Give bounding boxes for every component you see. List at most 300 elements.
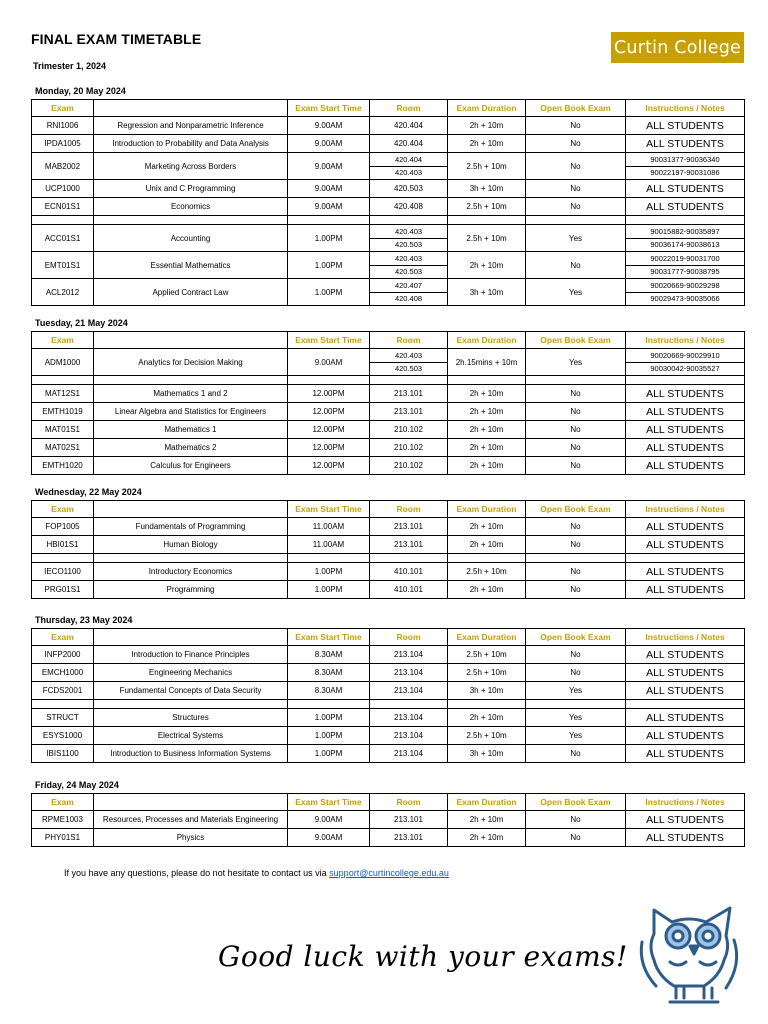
column-header-course-name <box>94 332 288 349</box>
room: 210.102 <box>370 457 448 475</box>
open-book-exam: No <box>526 180 626 198</box>
day-heading: Friday, 24 May 2024 <box>35 780 119 790</box>
exam-code: ESYS1000 <box>32 727 94 745</box>
empty-cell <box>448 700 526 709</box>
spacer-row <box>32 376 745 385</box>
column-header-course-name <box>94 100 288 117</box>
empty-cell <box>626 216 745 225</box>
empty-cell <box>626 554 745 563</box>
instructions-notes: ALL STUDENTS <box>626 180 745 198</box>
column-header-exam: Exam <box>32 332 94 349</box>
room: 420.403 <box>370 252 448 266</box>
room: 213.104 <box>370 745 448 763</box>
empty-cell <box>526 376 626 385</box>
open-book-exam: Yes <box>526 279 626 306</box>
day-table <box>31 331 745 475</box>
table-row <box>32 403 745 421</box>
instructions-notes: ALL STUDENTS <box>626 563 745 581</box>
room: 420.407 <box>370 279 448 293</box>
exam-code: MAT01S1 <box>32 421 94 439</box>
exam-start-time: 1.00PM <box>288 225 370 252</box>
course-name: Introduction to Finance Principles <box>94 646 288 664</box>
table-row <box>32 581 745 599</box>
column-header-exam-start-time: Exam Start Time <box>288 332 370 349</box>
column-header-instructions-notes: Instructions / Notes <box>626 100 745 117</box>
open-book-exam: No <box>526 518 626 536</box>
open-book-exam: No <box>526 385 626 403</box>
exam-code: RNI1006 <box>32 117 94 135</box>
instructions-notes: ALL STUDENTS <box>626 457 745 475</box>
instructions-notes: ALL STUDENTS <box>626 745 745 763</box>
column-header-instructions-notes: Instructions / Notes <box>626 794 745 811</box>
empty-cell <box>288 554 370 563</box>
open-book-exam: Yes <box>526 709 626 727</box>
exam-code: MAT02S1 <box>32 439 94 457</box>
exam-start-time: 9.00AM <box>288 117 370 135</box>
exam-start-time: 1.00PM <box>288 745 370 763</box>
column-header-open-book-exam: Open Book Exam <box>526 332 626 349</box>
course-name: Essential Mathematics <box>94 252 288 279</box>
empty-cell <box>626 700 745 709</box>
column-header-exam-duration: Exam Duration <box>448 794 526 811</box>
instructions-notes: ALL STUDENTS <box>626 439 745 457</box>
instructions-notes: ALL STUDENTS <box>626 811 745 829</box>
course-name: Accounting <box>94 225 288 252</box>
open-book-exam: Yes <box>526 727 626 745</box>
exam-start-time: 12.00PM <box>288 421 370 439</box>
course-name: Programming <box>94 581 288 599</box>
exam-start-time: 8.30AM <box>288 664 370 682</box>
table-row <box>32 563 745 581</box>
instructions-notes: ALL STUDENTS <box>626 664 745 682</box>
exam-code: IPDA1005 <box>32 135 94 153</box>
day-heading: Monday, 20 May 2024 <box>35 86 126 96</box>
exam-code: EMTH1019 <box>32 403 94 421</box>
exam-duration: 2h + 10m <box>448 457 526 475</box>
room: 213.101 <box>370 536 448 554</box>
exam-start-time: 9.00AM <box>288 829 370 847</box>
room: 420.403 <box>370 225 448 239</box>
day-heading: Tuesday, 21 May 2024 <box>35 318 128 328</box>
open-book-exam: No <box>526 198 626 216</box>
open-book-exam: Yes <box>526 349 626 376</box>
table-row <box>32 829 745 847</box>
exam-start-time: 8.30AM <box>288 682 370 700</box>
column-header-exam: Exam <box>32 794 94 811</box>
table-header-row <box>32 100 745 117</box>
instructions-notes: ALL STUDENTS <box>626 581 745 599</box>
empty-cell <box>288 216 370 225</box>
exam-duration: 2h + 10m <box>448 518 526 536</box>
room: 420.503 <box>370 238 448 252</box>
trimester-label: Trimester 1, 2024 <box>33 61 107 71</box>
room: 420.404 <box>370 135 448 153</box>
table-header-row <box>32 332 745 349</box>
empty-cell <box>526 554 626 563</box>
course-name: Structures <box>94 709 288 727</box>
instructions-notes: 90031777-90038795 <box>626 265 745 279</box>
room: 420.403 <box>370 166 448 180</box>
table-row <box>32 811 745 829</box>
open-book-exam: No <box>526 811 626 829</box>
day-table <box>31 500 745 599</box>
instructions-notes: 90029473-90035066 <box>626 292 745 306</box>
empty-cell <box>94 554 288 563</box>
course-name: Fundamentals of Programming <box>94 518 288 536</box>
empty-cell <box>288 700 370 709</box>
exam-start-time: 1.00PM <box>288 252 370 279</box>
exam-code: ACC01S1 <box>32 225 94 252</box>
page-title: FINAL EXAM TIMETABLE <box>31 31 202 47</box>
empty-cell <box>526 700 626 709</box>
column-header-open-book-exam: Open Book Exam <box>526 794 626 811</box>
course-name: Introductory Economics <box>94 563 288 581</box>
table-row <box>32 745 745 763</box>
empty-cell <box>448 376 526 385</box>
empty-cell <box>94 376 288 385</box>
open-book-exam: No <box>526 536 626 554</box>
exam-start-time: 8.30AM <box>288 646 370 664</box>
exam-code: INFP2000 <box>32 646 94 664</box>
exam-duration: 2.5h + 10m <box>448 664 526 682</box>
exam-start-time: 12.00PM <box>288 403 370 421</box>
table-row <box>32 153 745 167</box>
exam-duration: 3h + 10m <box>448 279 526 306</box>
course-name: Introduction to Probability and Data Analysis <box>94 135 288 153</box>
empty-cell <box>448 216 526 225</box>
contact-line <box>64 868 449 878</box>
exam-code: EMT01S1 <box>32 252 94 279</box>
instructions-notes: 90022197-90031086 <box>626 166 745 180</box>
column-header-room: Room <box>370 794 448 811</box>
course-name: Regression and Nonparametric Inference <box>94 117 288 135</box>
instructions-notes: 90036174-90038613 <box>626 238 745 252</box>
column-header-course-name <box>94 794 288 811</box>
table-row <box>32 225 745 239</box>
support-email-link[interactable]: support@curtincollege.edu.au <box>329 868 449 878</box>
exam-start-time: 9.00AM <box>288 198 370 216</box>
room: 420.403 <box>370 349 448 363</box>
room: 420.404 <box>370 153 448 167</box>
day-heading: Thursday, 23 May 2024 <box>35 615 133 625</box>
spacer-row <box>32 216 745 225</box>
empty-cell <box>32 554 94 563</box>
open-book-exam: No <box>526 563 626 581</box>
exam-code: HBI01S1 <box>32 536 94 554</box>
exam-duration: 2h + 10m <box>448 421 526 439</box>
exam-start-time: 11.00AM <box>288 536 370 554</box>
exam-duration: 2h + 10m <box>448 117 526 135</box>
room: 213.101 <box>370 385 448 403</box>
course-name: Analytics for Decision Making <box>94 349 288 376</box>
course-name: Mathematics 1 and 2 <box>94 385 288 403</box>
open-book-exam: No <box>526 581 626 599</box>
course-name: Introduction to Business Information Systems <box>94 745 288 763</box>
instructions-notes: ALL STUDENTS <box>626 727 745 745</box>
instructions-notes: 90020669-90029298 <box>626 279 745 293</box>
exam-duration: 2h + 10m <box>448 811 526 829</box>
table-row <box>32 180 745 198</box>
table-row <box>32 198 745 216</box>
instructions-notes: ALL STUDENTS <box>626 536 745 554</box>
column-header-instructions-notes: Instructions / Notes <box>626 332 745 349</box>
exam-duration: 2h.15mins + 10m <box>448 349 526 376</box>
table-row <box>32 135 745 153</box>
exam-code: ADM1000 <box>32 349 94 376</box>
contact-text: If you have any questions, please do not hesitate to contact us via <box>64 868 330 878</box>
table-row <box>32 349 745 363</box>
room: 420.408 <box>370 198 448 216</box>
exam-duration: 2h + 10m <box>448 709 526 727</box>
empty-cell <box>94 700 288 709</box>
table-row <box>32 439 745 457</box>
exam-duration: 2.5h + 10m <box>448 198 526 216</box>
table-row <box>32 727 745 745</box>
exam-duration: 2h + 10m <box>448 829 526 847</box>
open-book-exam: Yes <box>526 682 626 700</box>
exam-start-time: 9.00AM <box>288 153 370 180</box>
exam-start-time: 9.00AM <box>288 811 370 829</box>
exam-duration: 2.5h + 10m <box>448 225 526 252</box>
exam-code: RPME1003 <box>32 811 94 829</box>
column-header-course-name <box>94 501 288 518</box>
course-name: Physics <box>94 829 288 847</box>
instructions-notes: ALL STUDENTS <box>626 682 745 700</box>
table-row <box>32 536 745 554</box>
empty-cell <box>94 216 288 225</box>
table-header-row <box>32 794 745 811</box>
exam-code: EMTH1020 <box>32 457 94 475</box>
instructions-notes: 90022019-90031700 <box>626 252 745 266</box>
column-header-room: Room <box>370 629 448 646</box>
exam-duration: 2h + 10m <box>448 385 526 403</box>
exam-duration: 2.5h + 10m <box>448 563 526 581</box>
room: 420.408 <box>370 292 448 306</box>
empty-cell <box>370 216 448 225</box>
instructions-notes: ALL STUDENTS <box>626 117 745 135</box>
column-header-exam: Exam <box>32 629 94 646</box>
table-row <box>32 117 745 135</box>
column-header-exam-start-time: Exam Start Time <box>288 794 370 811</box>
exam-code: PRG01S1 <box>32 581 94 599</box>
column-header-exam-start-time: Exam Start Time <box>288 100 370 117</box>
open-book-exam: No <box>526 403 626 421</box>
exam-duration: 2h + 10m <box>448 581 526 599</box>
empty-cell <box>288 376 370 385</box>
course-name: Engineering Mechanics <box>94 664 288 682</box>
empty-cell <box>32 376 94 385</box>
column-header-instructions-notes: Instructions / Notes <box>626 629 745 646</box>
room: 213.104 <box>370 727 448 745</box>
exam-duration: 2h + 10m <box>448 135 526 153</box>
table-row <box>32 421 745 439</box>
exam-duration: 3h + 10m <box>448 745 526 763</box>
instructions-notes: ALL STUDENTS <box>626 385 745 403</box>
course-name: Economics <box>94 198 288 216</box>
exam-code: IECO1100 <box>32 563 94 581</box>
exam-start-time: 12.00PM <box>288 385 370 403</box>
instructions-notes: ALL STUDENTS <box>626 518 745 536</box>
empty-cell <box>526 216 626 225</box>
day-table <box>31 793 745 847</box>
room: 420.404 <box>370 117 448 135</box>
spacer-row <box>32 554 745 563</box>
exam-duration: 2h + 10m <box>448 536 526 554</box>
table-row <box>32 664 745 682</box>
exam-start-time: 1.00PM <box>288 563 370 581</box>
column-header-exam-start-time: Exam Start Time <box>288 629 370 646</box>
instructions-notes: 90031377-90036340 <box>626 153 745 167</box>
table-row <box>32 385 745 403</box>
open-book-exam: No <box>526 421 626 439</box>
room: 410.101 <box>370 581 448 599</box>
instructions-notes: ALL STUDENTS <box>626 829 745 847</box>
column-header-exam-duration: Exam Duration <box>448 501 526 518</box>
empty-cell <box>32 216 94 225</box>
column-header-room: Room <box>370 100 448 117</box>
room: 213.101 <box>370 829 448 847</box>
open-book-exam: No <box>526 252 626 279</box>
room: 213.104 <box>370 664 448 682</box>
room: 213.101 <box>370 403 448 421</box>
table-row <box>32 646 745 664</box>
open-book-exam: No <box>526 745 626 763</box>
course-name: Mathematics 2 <box>94 439 288 457</box>
exam-start-time: 1.00PM <box>288 581 370 599</box>
open-book-exam: No <box>526 829 626 847</box>
day-heading: Wednesday, 22 May 2024 <box>35 487 142 497</box>
empty-cell <box>370 376 448 385</box>
table-row <box>32 518 745 536</box>
open-book-exam: No <box>526 457 626 475</box>
exam-start-time: 12.00PM <box>288 457 370 475</box>
open-book-exam: No <box>526 646 626 664</box>
course-name: Human Biology <box>94 536 288 554</box>
course-name: Linear Algebra and Statistics for Engineers <box>94 403 288 421</box>
column-header-exam-duration: Exam Duration <box>448 629 526 646</box>
room: 213.104 <box>370 646 448 664</box>
course-name: Resources, Processes and Materials Engineering <box>94 811 288 829</box>
instructions-notes: ALL STUDENTS <box>626 709 745 727</box>
exam-code: ECN01S1 <box>32 198 94 216</box>
empty-cell <box>370 700 448 709</box>
instructions-notes: ALL STUDENTS <box>626 135 745 153</box>
open-book-exam: Yes <box>526 225 626 252</box>
instructions-notes: ALL STUDENTS <box>626 198 745 216</box>
exam-duration: 2h + 10m <box>448 439 526 457</box>
instructions-notes: ALL STUDENTS <box>626 421 745 439</box>
owl-icon <box>634 902 744 1006</box>
column-header-exam-duration: Exam Duration <box>448 332 526 349</box>
empty-cell <box>626 376 745 385</box>
exam-start-time: 9.00AM <box>288 349 370 376</box>
exam-duration: 2.5h + 10m <box>448 153 526 180</box>
exam-start-time: 9.00AM <box>288 135 370 153</box>
room: 210.102 <box>370 421 448 439</box>
exam-duration: 3h + 10m <box>448 180 526 198</box>
instructions-notes: 90020669-90029910 <box>626 349 745 363</box>
instructions-notes: ALL STUDENTS <box>626 646 745 664</box>
day-table <box>31 628 745 763</box>
exam-duration: 2h + 10m <box>448 252 526 279</box>
room: 420.503 <box>370 265 448 279</box>
open-book-exam: No <box>526 153 626 180</box>
room: 213.104 <box>370 709 448 727</box>
exam-code: PHY01S1 <box>32 829 94 847</box>
table-row <box>32 279 745 293</box>
exam-start-time: 1.00PM <box>288 727 370 745</box>
room: 210.102 <box>370 439 448 457</box>
instructions-notes: 90030042-90035527 <box>626 362 745 376</box>
column-header-room: Room <box>370 332 448 349</box>
course-name: Electrical Systems <box>94 727 288 745</box>
exam-start-time: 12.00PM <box>288 439 370 457</box>
exam-code: ACL2012 <box>32 279 94 306</box>
table-row <box>32 457 745 475</box>
column-header-open-book-exam: Open Book Exam <box>526 100 626 117</box>
column-header-instructions-notes: Instructions / Notes <box>626 501 745 518</box>
column-header-exam: Exam <box>32 501 94 518</box>
room: 420.503 <box>370 362 448 376</box>
course-name: Mathematics 1 <box>94 421 288 439</box>
column-header-exam-duration: Exam Duration <box>448 100 526 117</box>
room: 213.101 <box>370 518 448 536</box>
course-name: Unix and C Programming <box>94 180 288 198</box>
exam-start-time: 1.00PM <box>288 279 370 306</box>
column-header-exam-start-time: Exam Start Time <box>288 501 370 518</box>
instructions-notes: 90015882-90035897 <box>626 225 745 239</box>
course-name: Applied Contract Law <box>94 279 288 306</box>
column-header-exam: Exam <box>32 100 94 117</box>
spacer-row <box>32 700 745 709</box>
exam-duration: 2.5h + 10m <box>448 646 526 664</box>
column-header-room: Room <box>370 501 448 518</box>
exam-code: FCDS2001 <box>32 682 94 700</box>
table-row <box>32 709 745 727</box>
open-book-exam: No <box>526 135 626 153</box>
empty-cell <box>370 554 448 563</box>
room: 213.101 <box>370 811 448 829</box>
empty-cell <box>32 700 94 709</box>
table-header-row <box>32 501 745 518</box>
exam-code: FOP1005 <box>32 518 94 536</box>
day-table <box>31 99 745 306</box>
exam-duration: 3h + 10m <box>448 682 526 700</box>
table-row <box>32 252 745 266</box>
exam-start-time: 1.00PM <box>288 709 370 727</box>
column-header-course-name <box>94 629 288 646</box>
exam-code: UCP1000 <box>32 180 94 198</box>
course-name: Calculus for Engineers <box>94 457 288 475</box>
room: 420.503 <box>370 180 448 198</box>
exam-start-time: 9.00AM <box>288 180 370 198</box>
column-header-open-book-exam: Open Book Exam <box>526 629 626 646</box>
course-name: Fundamental Concepts of Data Security <box>94 682 288 700</box>
open-book-exam: No <box>526 664 626 682</box>
exam-code: MAB2002 <box>32 153 94 180</box>
exam-duration: 2.5h + 10m <box>448 727 526 745</box>
table-header-row <box>32 629 745 646</box>
empty-cell <box>448 554 526 563</box>
column-header-open-book-exam: Open Book Exam <box>526 501 626 518</box>
good-luck-message: Good luck with your exams! <box>218 940 628 973</box>
open-book-exam: No <box>526 439 626 457</box>
exam-code: MAT12S1 <box>32 385 94 403</box>
exam-code: IBIS1100 <box>32 745 94 763</box>
exam-code: STRUCT <box>32 709 94 727</box>
exam-code: EMCH1000 <box>32 664 94 682</box>
exam-start-time: 11.00AM <box>288 518 370 536</box>
